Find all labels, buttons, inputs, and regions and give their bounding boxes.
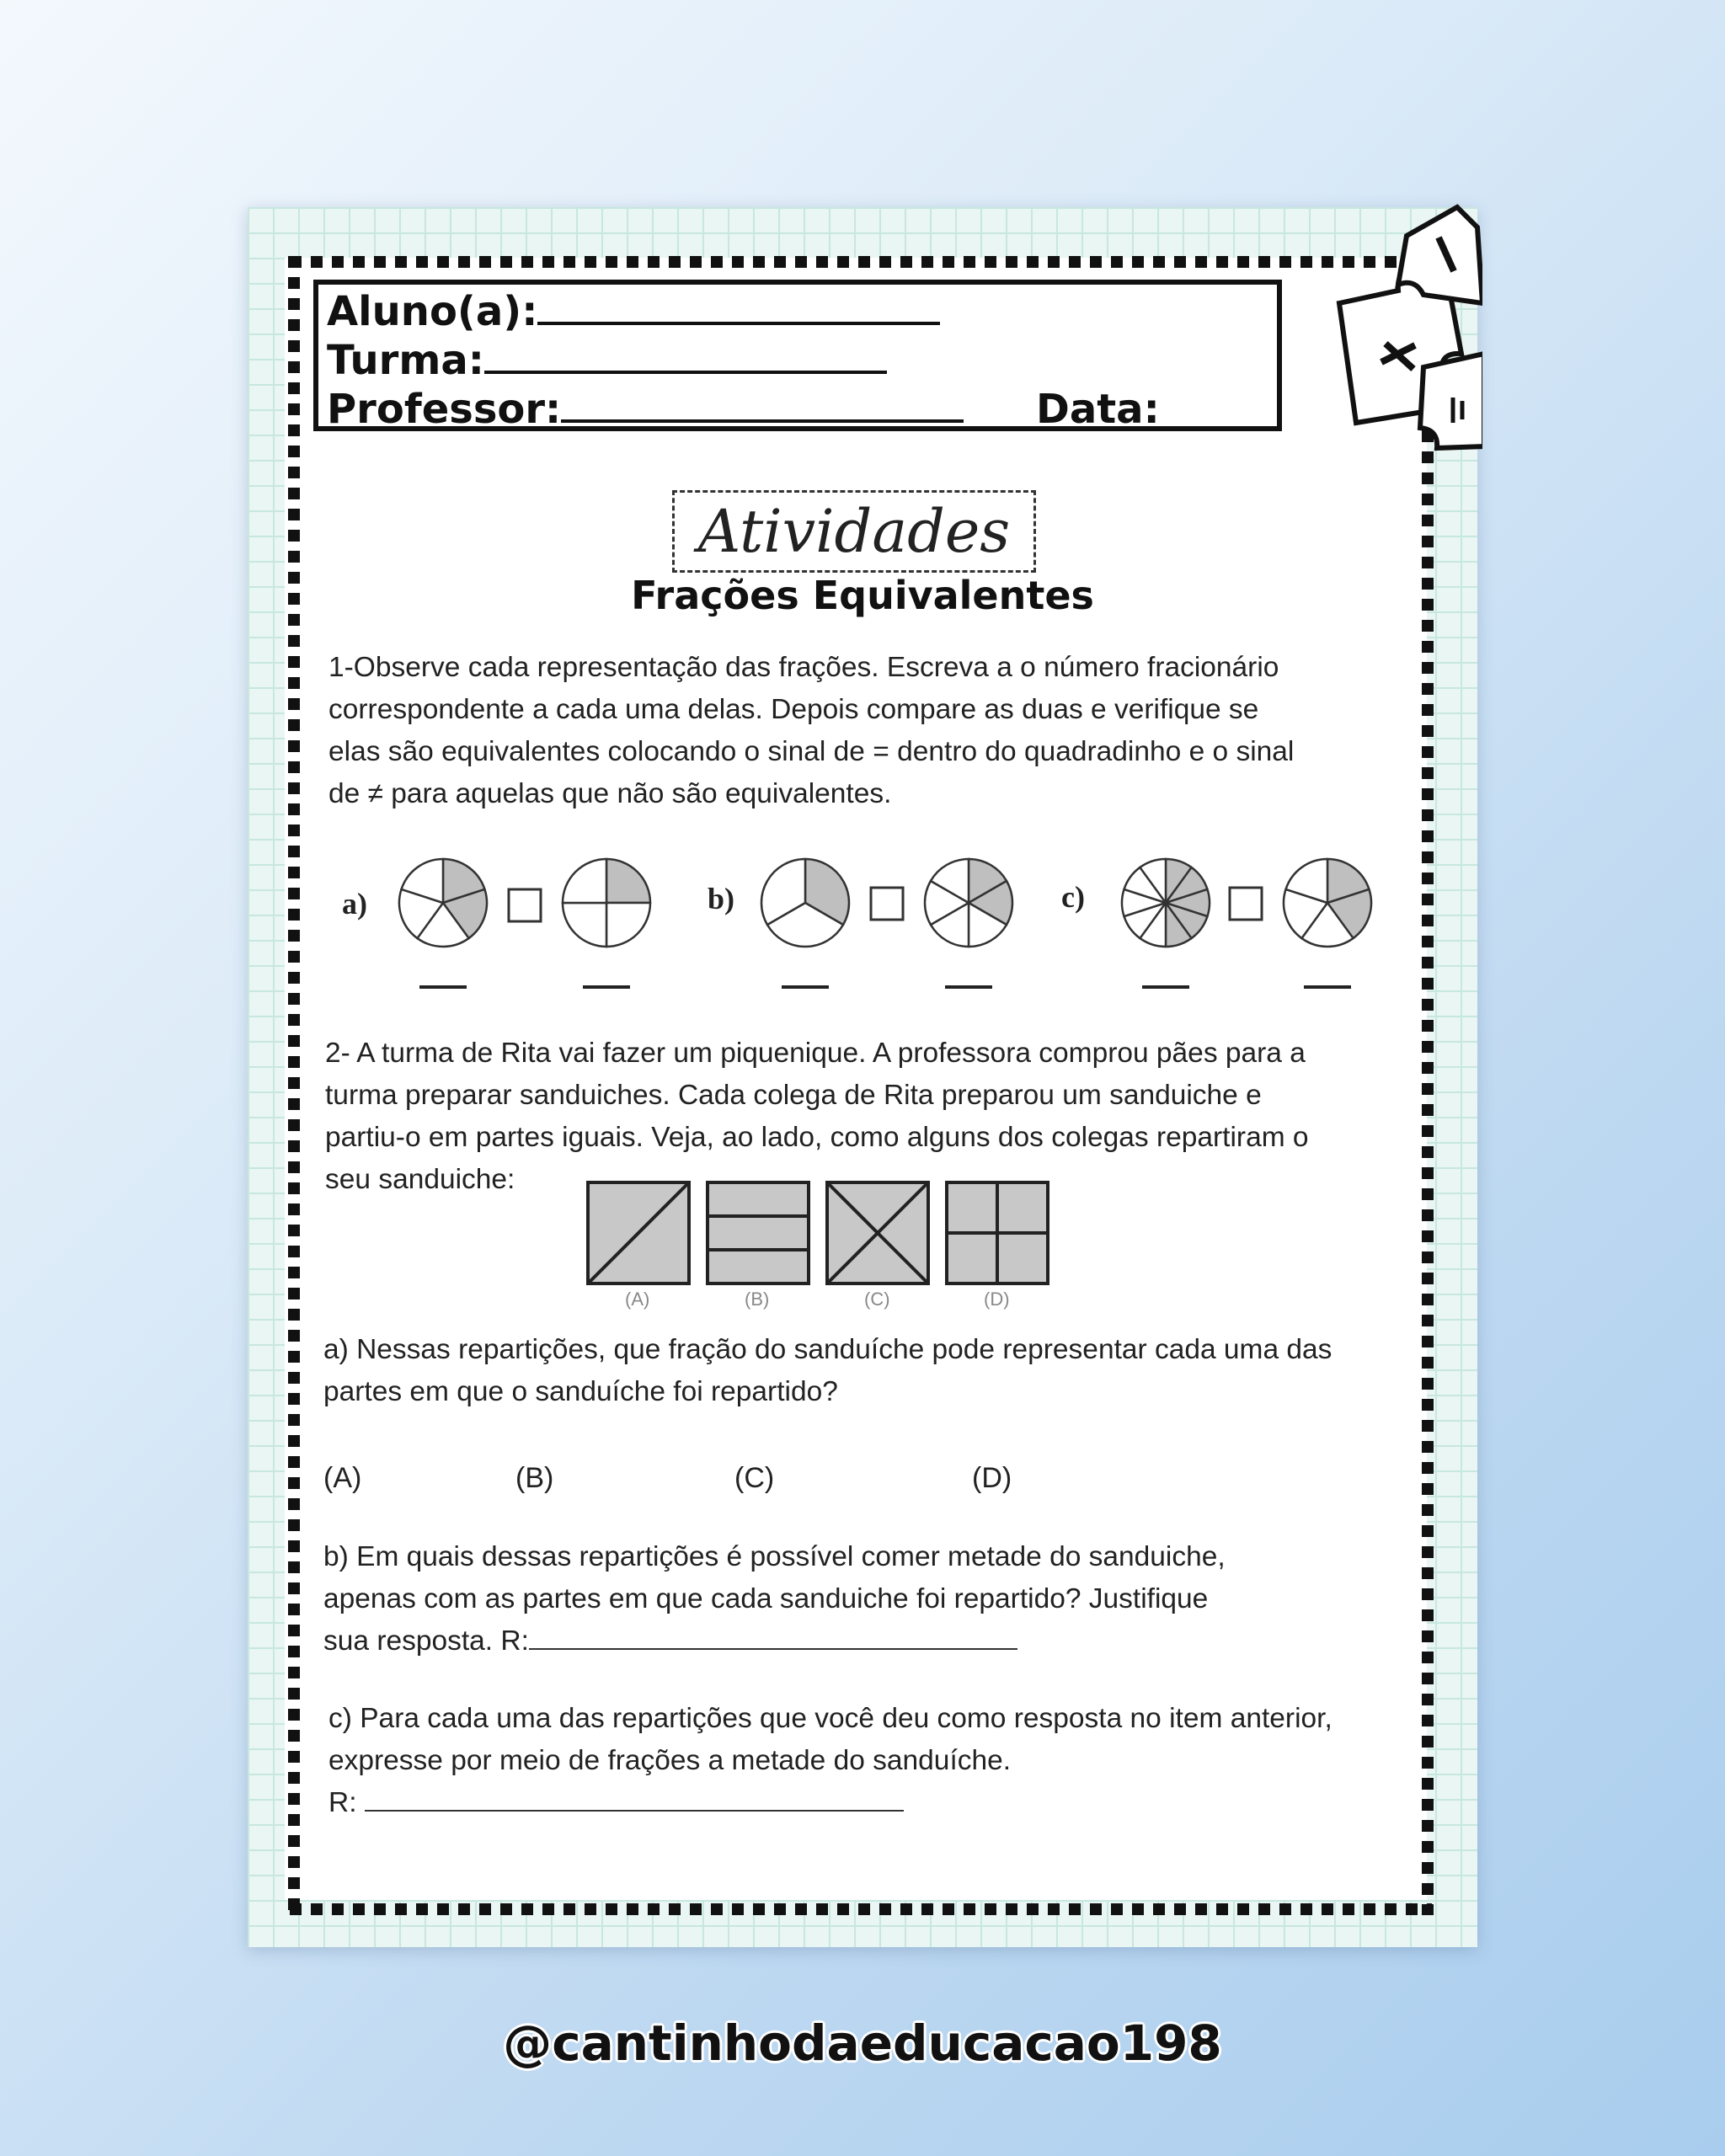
circle-slice (563, 903, 606, 947)
fraction-circle-a-1 (399, 859, 487, 987)
comparison-box-a[interactable] (509, 889, 541, 921)
comparison-box-b[interactable] (871, 888, 903, 920)
circle-slice (606, 903, 650, 947)
circle-slice (606, 859, 650, 903)
student-label: Aluno(a): (327, 288, 538, 335)
teacher-label: Professor: (327, 386, 562, 433)
answer-c-label[interactable]: (C) (734, 1462, 775, 1494)
class-label: Turma: (327, 337, 484, 384)
fraction-circle-c-2 (1284, 859, 1371, 987)
square-b (708, 1182, 809, 1283)
instagram-handle: @cantinhodaeducacao198 (503, 2015, 1222, 2072)
item-a-label: a) (342, 887, 367, 921)
answer-a-label[interactable]: (A) (323, 1462, 362, 1494)
activities-title: Atividades (697, 497, 1011, 566)
answer-2b-blank[interactable] (529, 1645, 1017, 1650)
sandwich-squares (585, 1179, 1056, 1289)
square-c-label: (C) (864, 1289, 890, 1310)
answer-d-label[interactable]: (D) (972, 1462, 1012, 1494)
date-label: Data: (1036, 386, 1160, 433)
answer-2c-blank[interactable] (365, 1806, 904, 1812)
square-d-label: (D) (984, 1289, 1010, 1310)
question-2-text: 2- A turma de Rita vai fazer um piquenique. A professora comprou pães para a turma preparar sanduiches. Cada colega de Rita preparou um sanduiche e partiu-o em partes iguais. Veja, ao lado, como alguns dos colegas repartiram o seu sanduiche: (325, 1038, 1309, 1195)
square-b-label: (B) (745, 1289, 770, 1310)
fraction-circle-c-1 (1122, 859, 1210, 987)
answer-b-label[interactable]: (B) (515, 1462, 554, 1494)
square-d (947, 1182, 1048, 1283)
square-a-label: (A) (625, 1289, 650, 1310)
item-b-label: b) (708, 882, 735, 915)
fraction-circle-a-2 (563, 859, 650, 987)
fraction-circle-b-2 (925, 859, 1012, 987)
question-1-text: 1-Observe cada representação das frações. Escreva a o número fracionário correspondente a cada uma delas. Depois compare as duas e verifique se elas são equivalentes colocando o sinal de = dentro do quadradinho e o sinal de ≠ para aquelas que não são equivalentes. (328, 652, 1295, 809)
square-a (588, 1182, 689, 1283)
question-2b-text: b) Em quais dessas repartições é possível comer metade do sanduiche, apenas com as partes em que cada sanduiche foi repartido? Justifique sua resposta. R: (323, 1541, 1226, 1657)
comparison-box-c[interactable] (1230, 888, 1262, 920)
fraction-circles (248, 207, 1477, 1049)
square-c (827, 1182, 928, 1283)
question-2a-text: a) Nessas repartições, que fração do sanduíche pode representar cada uma das partes em que o sanduíche foi repartido? (323, 1334, 1332, 1407)
worksheet-subtitle: Frações Equivalentes (631, 573, 1094, 618)
circle-slice (563, 859, 606, 903)
item-c-label: c) (1061, 880, 1085, 914)
dashed-border-bottom (290, 1903, 1432, 1915)
question-2c-text: c) Para cada uma das repartições que você deu como resposta no item anterior, expresse por meio de frações a metade do sanduíche. R: (328, 1703, 1332, 1818)
fraction-circle-b-1 (761, 859, 849, 987)
worksheet-page (248, 207, 1477, 1947)
